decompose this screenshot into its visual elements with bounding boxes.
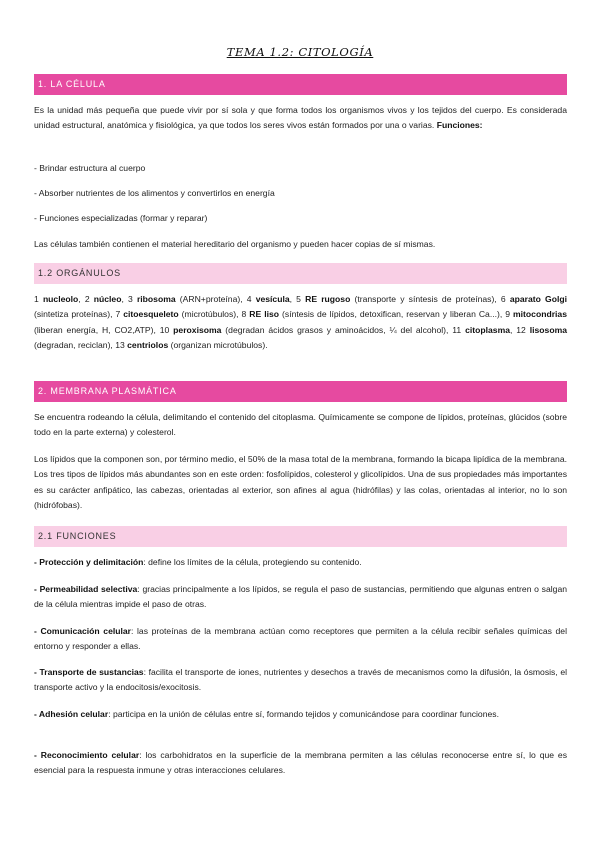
funciones-label: Funciones: — [436, 120, 483, 131]
organelo-name: centriolos — [127, 339, 169, 350]
organelo-name: RE liso — [249, 309, 280, 320]
organelo-name: RE rugoso — [305, 294, 351, 304]
organelo-suffix: (degradan, reciclan), 13 — [34, 339, 128, 350]
organelo-name: aparato Golgi — [509, 294, 567, 304]
celula-intro — [34, 103, 567, 134]
organelo-name: nucleolo — [42, 294, 79, 304]
organulos-paragraph — [34, 292, 567, 353]
funcion-text: : participa en la unión de células entre sí, formando tejidos y comunicándose para coordinar funciones. — [108, 709, 499, 719]
funcion-item — [34, 748, 567, 779]
organelo-suffix: (liberan energía, H, CO2,ATP), 10 — [34, 324, 174, 335]
organelo-suffix: (organizan microtúbulos). — [168, 339, 268, 350]
celula-bullet: - Funciones especializadas (formar y reparar) — [34, 213, 208, 223]
funcion-term: - Comunicación celular — [34, 626, 132, 636]
section-heading-membrana: 2. MEMBRANA PLASMÁTICA — [34, 381, 567, 402]
funcion-item — [34, 707, 567, 722]
funcion-term: - Permeabilidad selectiva — [34, 584, 138, 594]
celula-bullet: - Absorber nutrientes de los alimentos y convertirlos en energía — [34, 188, 275, 198]
funcion-item — [34, 582, 567, 613]
membrana-paragraph-1: Se encuentra rodeando la célula, delimitando el contenido del citoplasma. Químicamente se compone de lípidos, proteínas, glúcidos (sobre todo en la parte externa) y colesterol. — [34, 412, 567, 438]
organelo-suffix: (sintetiza proteínas), 7 — [34, 309, 124, 320]
organelo-name: peroxisoma — [173, 324, 222, 335]
funcion-text: : facilita el transporte de iones, nutrientes y desechos a través de mecanismos como la difusión, la ósmosis, el transporte activo y la endocitosis/exocitosis. — [34, 667, 568, 693]
funcion-item — [34, 555, 567, 570]
organelo-suffix: (ARN+proteína), 4 — [175, 294, 256, 304]
section-heading-funciones: 2.1 FUNCIONES — [34, 526, 567, 547]
funcion-term: - Reconocimiento celular — [34, 750, 140, 760]
organelo-suffix: , 3 — [121, 294, 137, 304]
funcion-text: : gracias principalmente a los lípidos, se regula el paso de sustancias, permitiendo que algunas entren o salgan de la célula mientras impide el paso de otras. — [34, 584, 567, 610]
organelo-suffix: (degradan ácidos grasos y aminoácidos, ¼ del alcohol), 11 — [221, 324, 466, 335]
organelo-suffix: (transporte y síntesis de proteínas), 6 — [350, 294, 510, 304]
funcion-term: - Adhesión celular — [34, 709, 109, 719]
funcion-text: : los carbohidratos en la superficie de la membrana permiten a las células reconocerse entre sí, lo que es esencial para la respuesta inmune y otras interacciones celulares. — [34, 750, 567, 776]
organelo-name: citoplasma — [465, 324, 510, 335]
funcion-term: - Protección y delimitación — [34, 557, 144, 567]
funcion-term: - Transporte de sustancias — [34, 667, 144, 677]
funcion-text: : las proteínas de la membrana actúan como receptores que permiten a la célula recibir señales químicas del entorno y responder a ellas. — [34, 626, 567, 652]
organelo-suffix: , 12 — [510, 324, 530, 335]
page-title: TEMA 1.2: CITOLOGÍA — [226, 45, 374, 59]
celula-bullet: - Brindar estructura al cuerpo — [34, 163, 146, 173]
organelo-suffix: , 5 — [289, 294, 306, 304]
celula-outro: Las células también contienen el material hereditario del organismo y pueden hacer copias de sí mismas. — [34, 239, 436, 249]
organelo-suffix: , 2 — [78, 294, 94, 304]
organelo-suffix: (síntesis de lípidos, detoxifican, reservan y liberan Ca...), 9 — [279, 309, 514, 320]
organelo-name: ribosoma — [136, 294, 176, 304]
section-heading-celula: 1. LA CÉLULA — [34, 74, 567, 95]
organelo-name: vesícula — [255, 294, 290, 304]
funcion-item — [34, 624, 567, 655]
membrana-paragraph-2: Los lípidos que la componen son, por término medio, el 50% de la masa total de la membrana, formando la bicapa lipídica de la membrana. Los tres tipos de lípidos más abundantes son en este orden: fosfolípidos, colesterol y glicolípidos. Una de sus propiedades más importantes es su carácter anfipático, las cabezas, orientadas al exterior, son afines al agua (hidrófilas) y las colas, orientadas al interior, no lo son (hidrófobas). — [34, 454, 567, 510]
funcion-item — [34, 665, 567, 696]
funcion-text: : define los límites de la célula, protegiendo su contenido. — [143, 557, 362, 567]
section-heading-organulos: 1.2 ORGÁNULOS — [34, 263, 567, 284]
organelo-suffix: (microtúbulos), 8 — [178, 309, 250, 320]
organelo-name: lisosoma — [529, 324, 567, 335]
celula-intro-text: Es la unidad más pequeña que puede vivir por sí sola y que forma todos los organismos vivos y los tejidos del cuerpo. Es considerada unidad estructural, anatómica y fisiológica, ya que todos los seres vivos están formados por una o varias. — [34, 105, 567, 131]
organelo-prefix: 1 — [34, 294, 43, 304]
organelo-name: citoesqueleto — [123, 309, 179, 320]
organelo-name: mitocondrias — [513, 309, 567, 320]
organelo-name: núcleo — [93, 294, 122, 304]
